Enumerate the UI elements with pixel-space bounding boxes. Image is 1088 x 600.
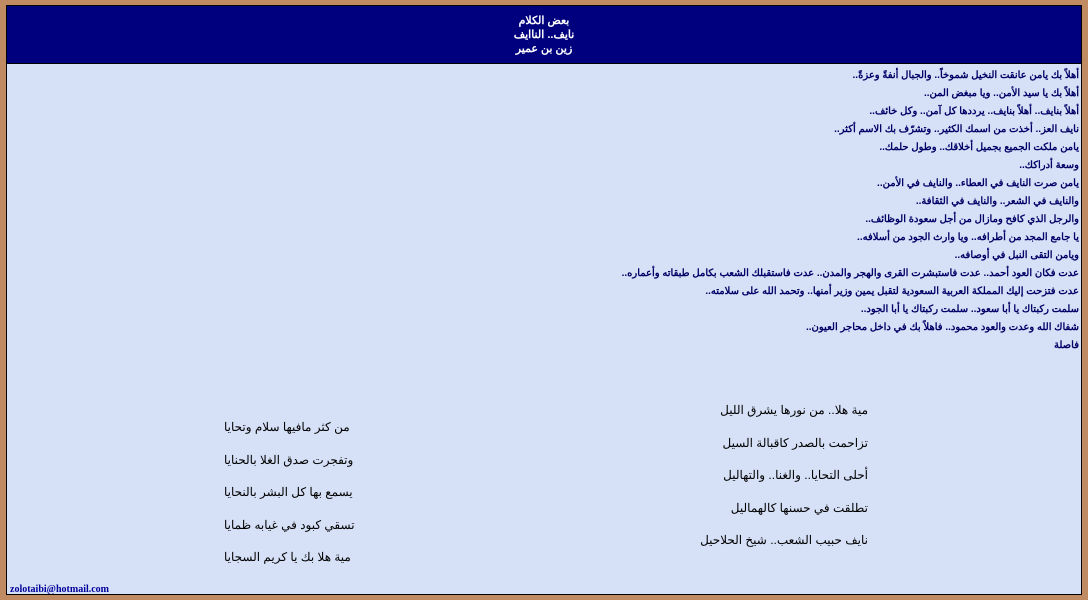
poem-verse: من كثر مافيها سلام وتحايا [224,420,350,434]
article-body [7,64,1081,594]
prose-line: عدت فتزحت إليك المملكة العربية السعودية لتقبل يمين وزير أمنها.. وتحمد الله على سلامته.. [705,286,1079,297]
prose-block [7,69,1081,357]
poem-verse: تسقي كبود في غيابه ظمايا [224,517,355,532]
poem-verse: وتفجرت صدق الغلا بالحنايا [224,452,354,467]
prose-line: أهلاً بك يا سيد الأمن.. ويا مبغض المن.. [923,88,1079,99]
prose-line: شفاك الله وعدت والعود محمود.. فاهلاً بك في داخل محاجر العيون.. [805,322,1079,333]
poem-verse: يسمع بها كل البشر بالنحايا [224,485,353,499]
poem-second-hemistichs [224,419,464,582]
page-frame [6,5,1082,595]
poem-verse: تطلقت في حسنها كالهماليل [730,500,868,515]
prose-line: يامن صرت النايف في العطاء.. والنايف في الأمن.. [877,178,1079,189]
author-name: زين بن عمير [515,43,573,55]
header-section-title: بعض الكلام [518,15,570,27]
prose-line: أهلاً بنايف.. أهلاً بنايف.. يرددها كل آمن.. وكل خائف.. [869,106,1079,117]
prose-line: أهلاً بك يامن عانقت النخيل شموخاً.. والجبال أنفةً وعزةً.. [852,70,1079,81]
author-email-link[interactable]: zolotaibi@hotmail.com [10,584,110,594]
prose-line: والرجل الذي كافح ومازال من أجل سعودة الوظائف.. [865,214,1079,225]
poem-verse: أحلى التحايا.. والغنا.. والتهاليل [723,468,868,482]
article-title: نايف.. الناايف [513,29,575,41]
prose-line: يامن ملكت الجميع بجميل أخلاقك.. وطول حلمك.. [879,142,1079,153]
prose-line: سلمت ركبتاك يا أبا سعود.. سلمت ركبتاك يا أبا الجود.. [860,304,1079,315]
prose-line: ويامن التقى النبل في أوصافه.. [954,250,1079,261]
poem-verse: مية هلا بك يا كريم السجايا [224,550,351,564]
prose-line: وسعة أدراكك.. [1019,160,1079,171]
prose-line: والنايف في الشعر.. والنايف في الثقافة.. [915,196,1079,207]
poem-first-hemistichs [628,402,868,565]
prose-line: عدت فكان العود أحمد.. عدت فاستبشرت القرى والهجر والمدن.. عدت فاستقبلك الشعب بكامل طبقاته وأعماره.. [621,268,1079,279]
header-banner [7,6,1081,63]
prose-line: يا جامع المجد من أطرافه.. ويا وارث الجود من أسلافه.. [857,232,1079,243]
poem-verse: تزاحمت بالصدر كاقبالة السيل [722,435,868,450]
prose-line: فاصلة [1054,340,1079,351]
prose-line: نايف العز.. أخذت من اسمك الكثير.. وتشرّف بك الاسم أكثر.. [834,124,1079,135]
poem-verse: مية هلا.. من نورها يشرق الليل [720,403,868,417]
poem-verse: نايف حبيب الشعب.. شيخ الحلاحيل [700,533,868,547]
